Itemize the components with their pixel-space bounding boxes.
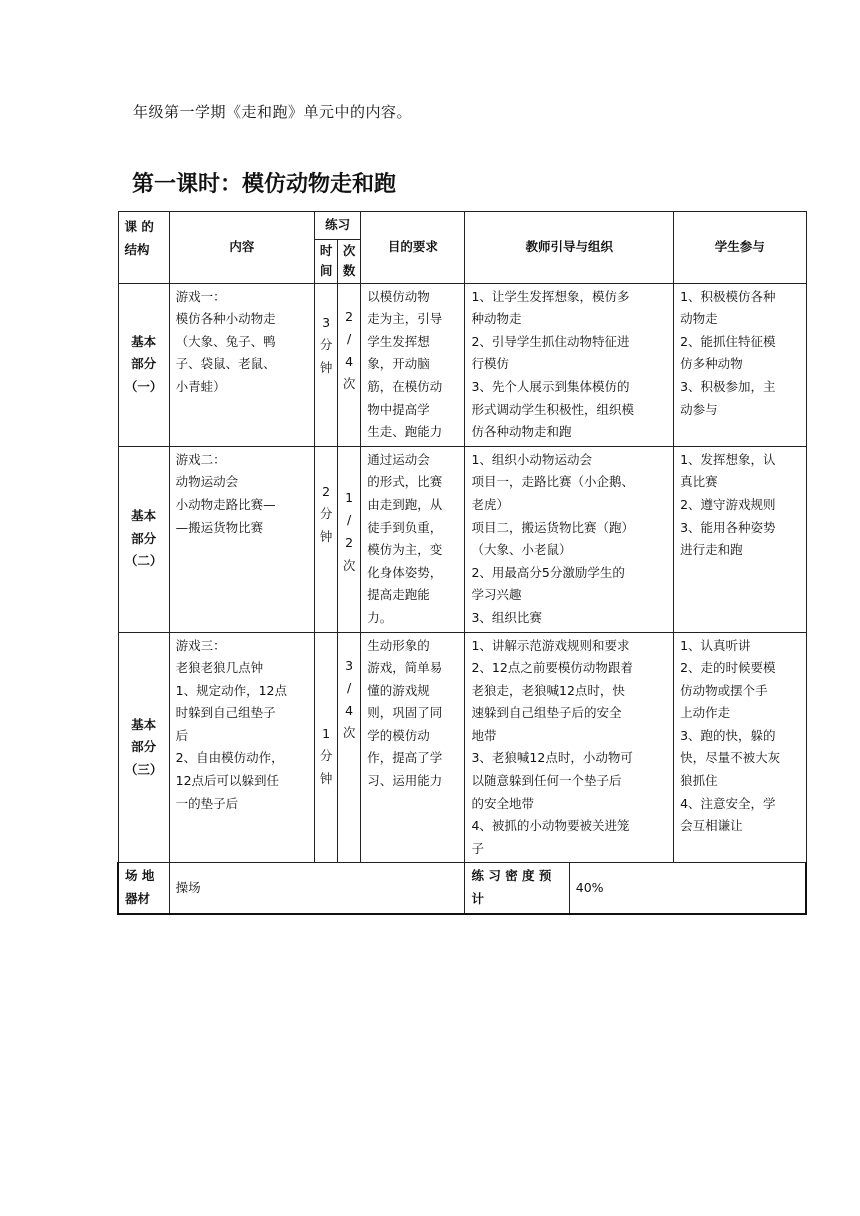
teacher-cell bbox=[465, 632, 674, 863]
time-line: 分 bbox=[319, 506, 333, 522]
content-cell bbox=[169, 283, 314, 446]
time-line: 2 bbox=[322, 483, 331, 499]
goal-line: 徒手到负重， bbox=[367, 519, 443, 535]
count-line: / bbox=[347, 512, 352, 528]
teacher-line: 3、老狼喊12点时，小动物可 bbox=[471, 750, 633, 766]
content-line: 游戏三： bbox=[175, 637, 226, 653]
teacher-line: 1、讲解示范游戏规则和要求 bbox=[471, 637, 630, 653]
header-structure bbox=[118, 212, 169, 284]
goal-line: 学的模仿动 bbox=[367, 727, 430, 743]
section-label-line: 基本 bbox=[131, 508, 157, 524]
goal-line: 游戏，简单易 bbox=[367, 660, 443, 676]
student-line: 进行走和跑 bbox=[680, 542, 743, 558]
section-label-line: 基本 bbox=[131, 716, 157, 732]
time-cell bbox=[315, 283, 338, 446]
goal-line: 走为主，引导 bbox=[367, 311, 443, 327]
time-line: 钟 bbox=[319, 359, 333, 375]
student-line: 3、跑的快，躲的 bbox=[680, 727, 776, 743]
goal-line: 的形式，比赛 bbox=[367, 474, 443, 490]
teacher-line: 2、引导学生抓住动物特征进 bbox=[471, 333, 630, 349]
content-line: 时躲到自己组垫子 bbox=[175, 705, 276, 721]
content-line: 1、规定动作，12点 bbox=[175, 682, 287, 698]
time-line: 钟 bbox=[319, 770, 333, 786]
student-line: 快，尽量不被大灰 bbox=[680, 750, 781, 766]
teacher-line: 种动物走 bbox=[471, 311, 522, 327]
count-line: 次 bbox=[342, 376, 356, 392]
venue-label bbox=[118, 863, 169, 914]
goal-line: 由走到跑，从 bbox=[367, 496, 443, 512]
section-label-line: 部分 bbox=[131, 356, 157, 372]
goal-line: 力。 bbox=[367, 609, 393, 625]
section-label-line: 部分 bbox=[131, 739, 157, 755]
student-cell bbox=[674, 446, 806, 632]
goal-line: 生走、跑能力 bbox=[367, 424, 443, 440]
goal-line: 通过运动会 bbox=[367, 451, 430, 467]
teacher-line: 3、组织比赛 bbox=[471, 609, 542, 625]
section-label-line: （三） bbox=[124, 761, 163, 777]
goal-line: 物中提高学 bbox=[367, 401, 430, 417]
student-cell bbox=[674, 283, 806, 446]
header-row-1 bbox=[118, 212, 806, 240]
teacher-line: 4、被抓的小动物要被关进笼 bbox=[471, 818, 630, 834]
time-line: 分 bbox=[319, 748, 333, 764]
count-line: 3 bbox=[345, 657, 354, 673]
student-line: 4、注意安全，学 bbox=[680, 795, 776, 811]
student-line: 1、发挥想象，认 bbox=[680, 451, 776, 467]
student-line: 2、能抓住特征模 bbox=[680, 333, 776, 349]
time-line: 1 bbox=[322, 725, 331, 741]
count-line: / bbox=[347, 331, 352, 347]
teacher-line: 以随意躲到任何一个垫子后 bbox=[471, 773, 622, 789]
student-line: 动参与 bbox=[680, 401, 718, 417]
header-student: 学生参与 bbox=[674, 212, 806, 284]
count-line: 4 bbox=[345, 702, 354, 718]
teacher-line: 速躲到自己组垫子后的安全 bbox=[471, 705, 622, 721]
section-label-line: （二） bbox=[124, 553, 163, 569]
content-line: 游戏二： bbox=[175, 451, 226, 467]
student-line: 仿多种动物 bbox=[680, 356, 743, 372]
header-practice: 练习 bbox=[315, 212, 361, 240]
goal-line: 以模仿动物 bbox=[367, 288, 430, 304]
footer-row bbox=[118, 863, 806, 914]
header-teacher: 教师引导与组织 bbox=[465, 212, 674, 284]
content-cell bbox=[169, 632, 314, 863]
density-label bbox=[465, 863, 569, 914]
content-line: 12点后可以躲到任 bbox=[175, 773, 280, 789]
count-line: 次 bbox=[342, 557, 356, 573]
header-goal: 目的要求 bbox=[361, 212, 465, 284]
student-line: 1、认真听讲 bbox=[680, 637, 751, 653]
teacher-line: 形式调动学生积极性，组织模 bbox=[471, 401, 634, 417]
content-line: 一的垫子后 bbox=[175, 795, 239, 811]
goal-line: 作，提高了学 bbox=[367, 750, 443, 766]
time-line: 3 bbox=[322, 314, 331, 330]
density-label-line: 练 习 密 度 预 bbox=[471, 868, 552, 884]
count-line: / bbox=[347, 680, 352, 696]
count-cell bbox=[338, 446, 361, 632]
student-line: 会互相谦让 bbox=[680, 818, 743, 834]
teacher-line: 2、用最高分5分激励学生的 bbox=[471, 564, 625, 580]
student-line: 上动作走 bbox=[680, 705, 731, 721]
lesson-plan-table bbox=[117, 211, 807, 915]
content-line: （大象、兔子、鸭 bbox=[175, 333, 276, 349]
goal-cell bbox=[361, 446, 465, 632]
section-label-line: 基本 bbox=[131, 333, 157, 349]
student-line: 仿动物或摆个手 bbox=[680, 682, 768, 698]
count-line: 2 bbox=[345, 534, 354, 550]
goal-line: 则，巩固了同 bbox=[367, 705, 443, 721]
teacher-line: （大象、小老鼠） bbox=[471, 542, 572, 558]
time-cell bbox=[315, 632, 338, 863]
student-cell bbox=[674, 632, 806, 863]
venue-label-line: 器材 bbox=[125, 891, 151, 907]
section-label-line: 部分 bbox=[131, 530, 157, 546]
section-label bbox=[118, 283, 169, 446]
content-line: —搬运货物比赛 bbox=[175, 519, 264, 535]
goal-line: 模仿为主，变 bbox=[367, 542, 443, 558]
content-line: 模仿各种小动物走 bbox=[175, 311, 276, 327]
time-cell bbox=[315, 446, 338, 632]
count-line: 4 bbox=[345, 353, 354, 369]
goal-line: 生动形象的 bbox=[367, 637, 430, 653]
header-time: 时间 bbox=[315, 239, 338, 283]
venue-value: 操场 bbox=[169, 863, 465, 914]
content-line: 小动物走路比赛— bbox=[175, 496, 276, 512]
student-line: 3、能用各种姿势 bbox=[680, 519, 776, 535]
teacher-line: 3、先个人展示到集体模仿的 bbox=[471, 378, 630, 394]
content-cell bbox=[169, 446, 314, 632]
count-cell bbox=[338, 283, 361, 446]
student-line: 真比赛 bbox=[680, 474, 718, 490]
content-line: 老狼老狼几点钟 bbox=[175, 660, 264, 676]
teacher-cell bbox=[465, 283, 674, 446]
density-label-line: 计 bbox=[471, 891, 484, 907]
table-row bbox=[118, 283, 806, 446]
content-line: 游戏一： bbox=[175, 288, 226, 304]
teacher-cell bbox=[465, 446, 674, 632]
goal-line: 提高走跑能 bbox=[367, 587, 430, 603]
teacher-line: 老虎） bbox=[471, 496, 509, 512]
header-structure-line2: 结构 bbox=[124, 241, 150, 257]
goal-line: 习、运用能力 bbox=[367, 773, 443, 789]
goal-line: 化身体姿势， bbox=[367, 564, 443, 580]
count-line: 次 bbox=[342, 725, 356, 741]
goal-line: 象，开动脑 bbox=[367, 356, 430, 372]
student-line: 动物走 bbox=[680, 311, 718, 327]
content-line: 小青蛙） bbox=[175, 378, 226, 394]
count-cell bbox=[338, 632, 361, 863]
student-line: 3、积极参加，主 bbox=[680, 378, 776, 394]
teacher-line: 1、组织小动物运动会 bbox=[471, 451, 592, 467]
teacher-line: 1、让学生发挥想象，模仿多 bbox=[471, 288, 630, 304]
count-line: 1 bbox=[345, 489, 354, 505]
student-line: 2、遵守游戏规则 bbox=[680, 496, 776, 512]
goal-line: 学生发挥想 bbox=[367, 333, 430, 349]
teacher-line: 子 bbox=[471, 840, 484, 856]
header-count: 次数 bbox=[338, 239, 361, 283]
goal-line: 筋，在模仿动 bbox=[367, 378, 443, 394]
time-line: 钟 bbox=[319, 528, 333, 544]
student-line: 1、积极模仿各种 bbox=[680, 288, 776, 304]
teacher-line: 老狼走，老狼喊12点时，快 bbox=[471, 682, 625, 698]
goal-cell bbox=[361, 632, 465, 863]
content-line: 后 bbox=[175, 727, 189, 743]
venue-label-line: 场 地 bbox=[125, 868, 155, 884]
intro-text: 年级第一学期《走和跑》单元中的内容。 bbox=[133, 103, 413, 121]
content-line: 动物运动会 bbox=[175, 474, 239, 490]
student-line: 狼抓住 bbox=[680, 773, 718, 789]
teacher-line: 的安全地带 bbox=[471, 795, 534, 811]
goal-line: 懂的游戏规 bbox=[367, 682, 430, 698]
table-row bbox=[118, 632, 806, 863]
lesson-title: 第一课时：模仿动物走和跑 bbox=[132, 172, 397, 197]
content-line: 子、袋鼠、老鼠、 bbox=[175, 356, 276, 372]
section-label bbox=[118, 632, 169, 863]
goal-cell bbox=[361, 283, 465, 446]
teacher-line: 仿各种动物走和跑 bbox=[471, 424, 572, 440]
teacher-line: 项目一，走路比赛（小企鹅、 bbox=[471, 474, 634, 490]
teacher-line: 行模仿 bbox=[471, 356, 509, 372]
section-label bbox=[118, 446, 169, 632]
content-line: 2、自由模仿动作， bbox=[175, 750, 284, 766]
time-line: 分 bbox=[319, 337, 333, 353]
table-row bbox=[118, 446, 806, 632]
header-content: 内容 bbox=[169, 212, 314, 284]
teacher-line: 学习兴趣 bbox=[471, 587, 522, 603]
density-value: 40% bbox=[569, 863, 806, 914]
student-line: 2、走的时候要模 bbox=[680, 660, 776, 676]
section-label-line: （一） bbox=[124, 378, 163, 394]
teacher-line: 地带 bbox=[471, 727, 497, 743]
teacher-line: 项目二，搬运货物比赛（跑） bbox=[471, 519, 634, 535]
count-line: 2 bbox=[345, 308, 354, 324]
header-structure-line1: 课 的 bbox=[124, 219, 154, 234]
teacher-line: 2、12点之前要模仿动物跟着 bbox=[471, 660, 633, 676]
